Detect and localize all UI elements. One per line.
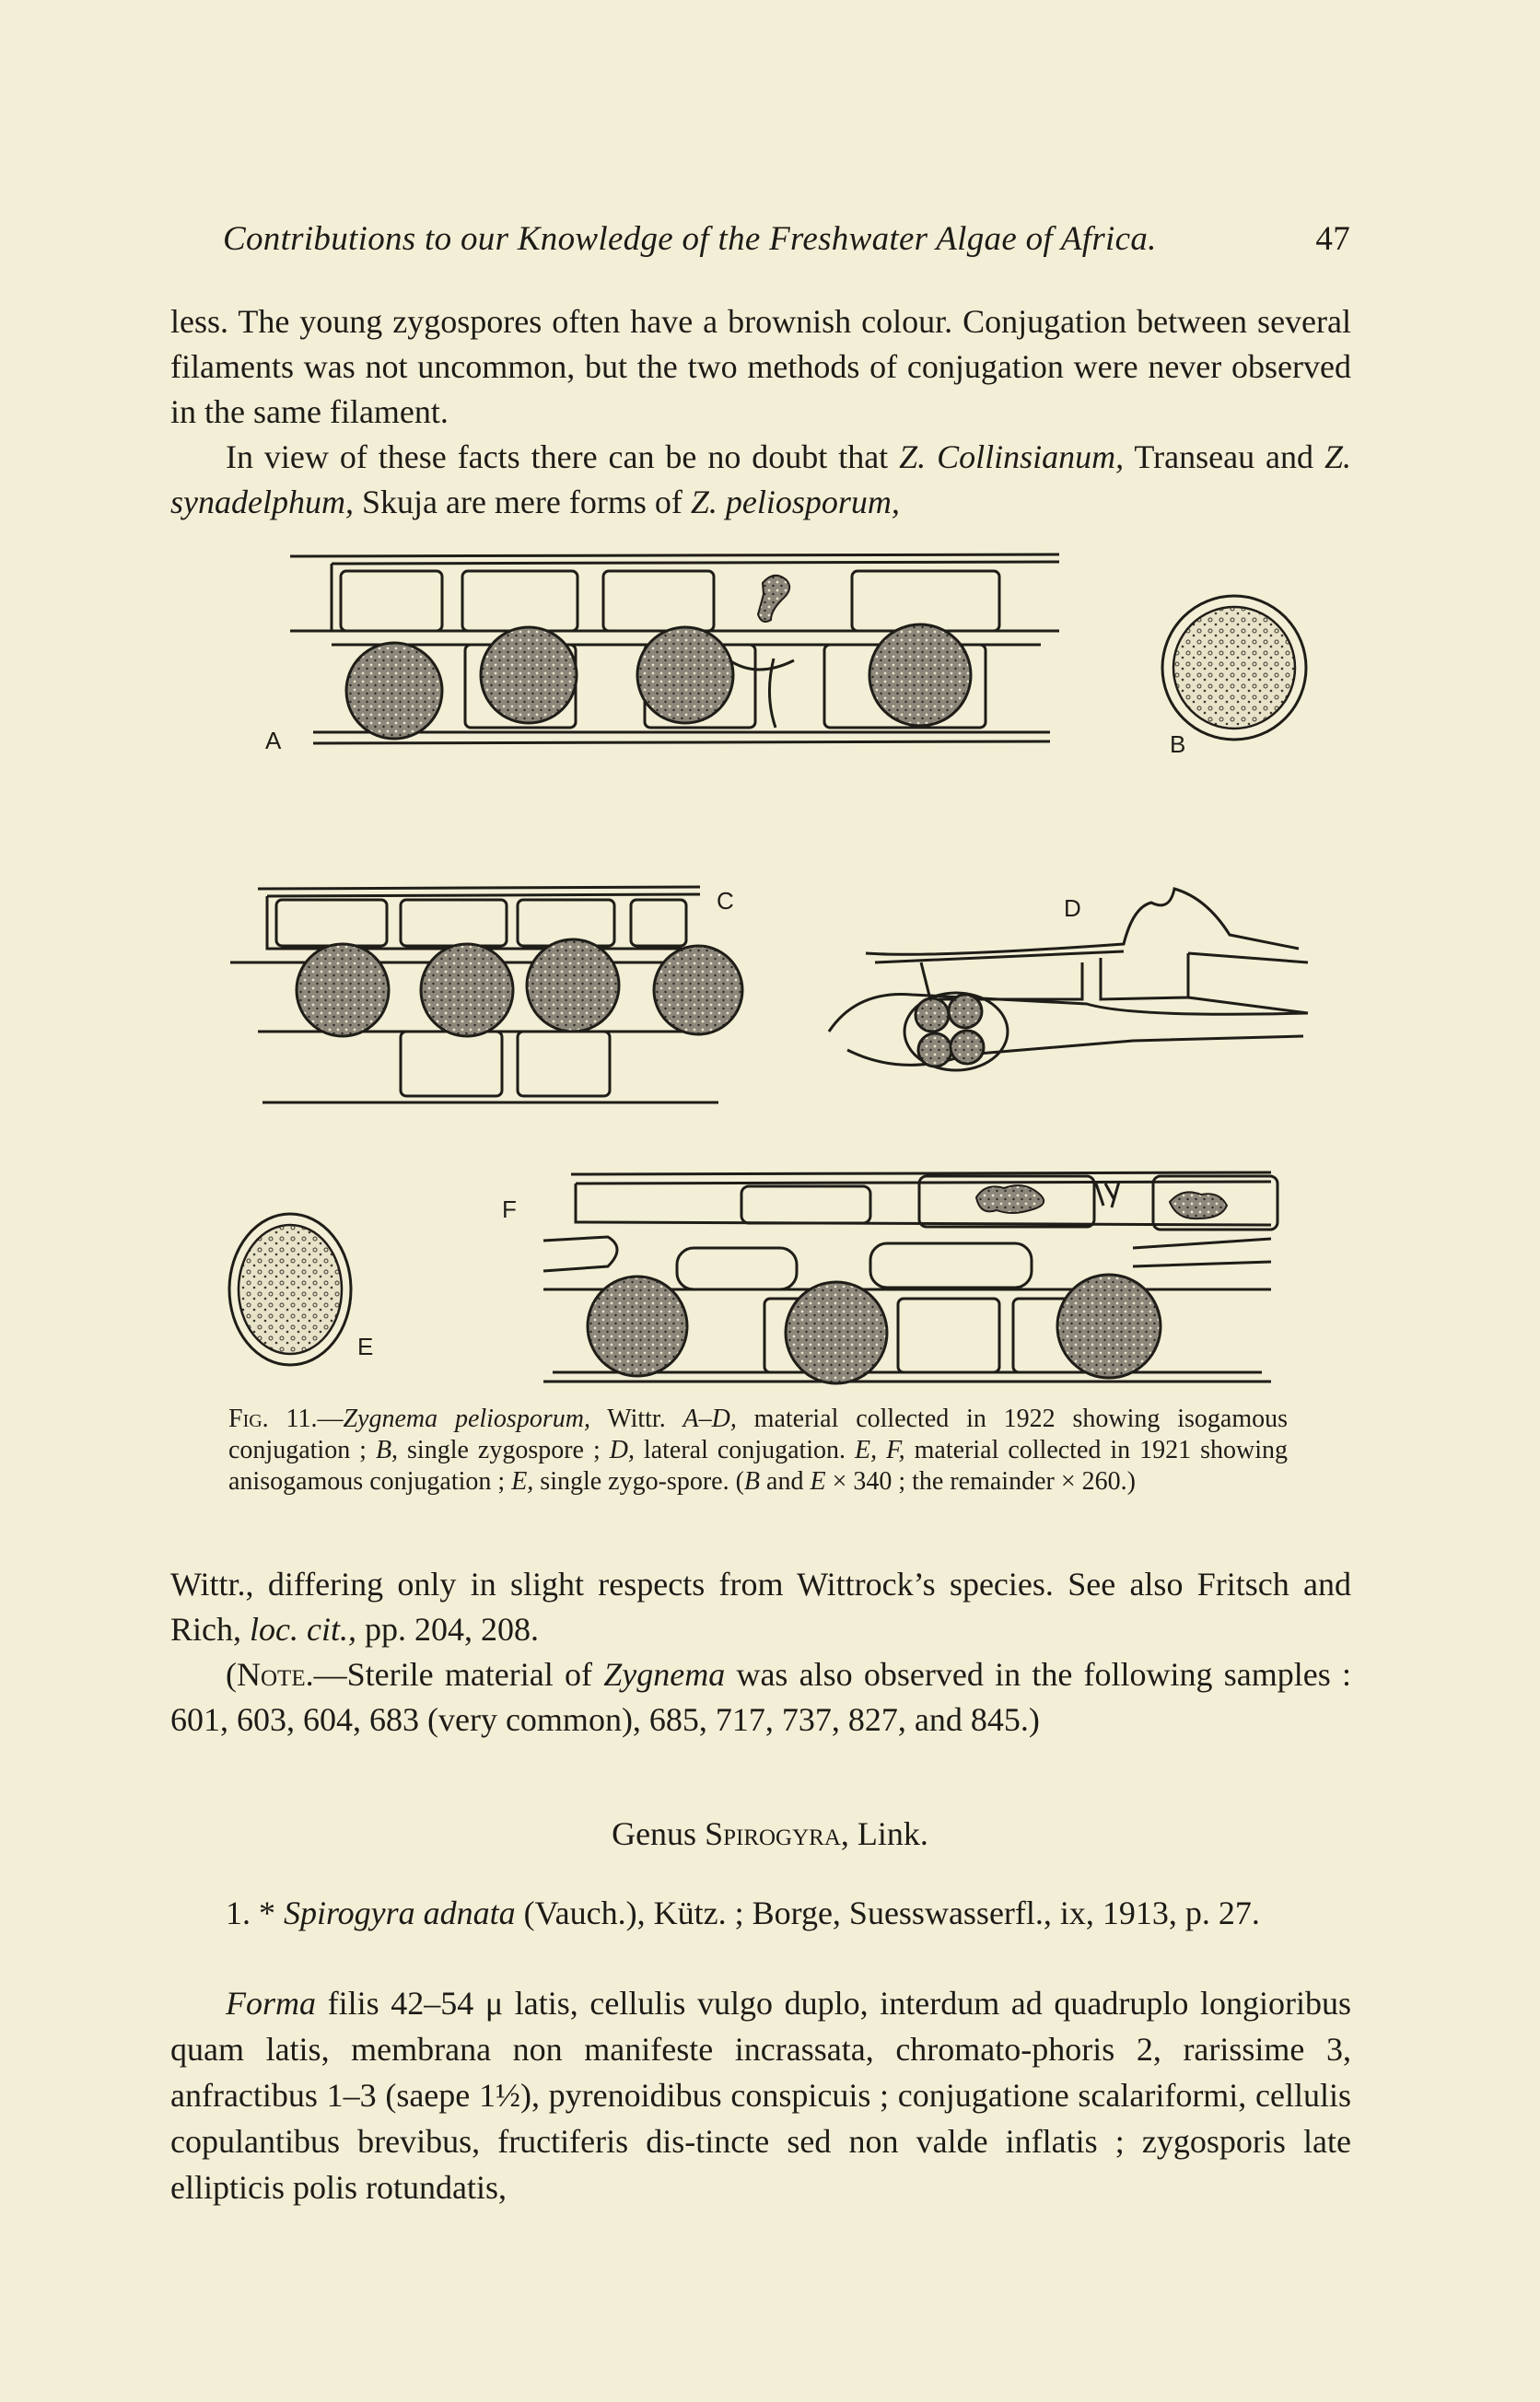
- genus-heading: Genus Spirogyra, Link.: [612, 1815, 928, 1852]
- paragraph-1: less. The young zygospores often have a brownish colour. Conjugation between several filaments was not uncommon, but the two methods of conjugation were never observed in the same filament.: [170, 303, 1351, 430]
- page-number: 47: [1315, 220, 1350, 258]
- paragraph-2: In view of these facts there can be no doubt that Z. Collinsianum, Transeau and Z. synadelphum, Skuja are mere forms of Z. peliosporum,: [170, 438, 1351, 520]
- figure-drawing: [212, 539, 1336, 1395]
- label-c: C: [717, 887, 734, 915]
- label-f: F: [502, 1195, 517, 1223]
- label-d: D: [1064, 894, 1081, 922]
- latin-description: Forma filis 42–54 μ latis, cellulis vulgo duplo, interdum ad quadruplo longioribus quam latis, membrana non manifeste incrassata, chromato-phoris 2, rarissime 3, anfractibus 1–3 (saepe 1½), pyrenoidibus conspicuis ; conjugatione scalariformi, cellulis copulantibus brevibus, fructiferis dis-tincte sed non valde inflatis ; zygosporis late ellipticis polis rotundatis,: [170, 1985, 1351, 2206]
- paragraph-3: Wittr., differing only in slight respects from Wittrock’s species. See also Fritsch and Rich, loc. cit., pp. 204, 208.: [170, 1566, 1351, 1648]
- species-entry-1: 1. * Spirogyra adnata (Vauch.), Kütz. ; Borge, Suesswasserfl., ix, 1913, p. 27.: [226, 1895, 1260, 1931]
- panel-e: [229, 1214, 373, 1365]
- label-a: A: [265, 727, 282, 754]
- panel-b: [1162, 596, 1306, 758]
- figure-caption: Fig. 11.—Zygnema peliosporum, Wittr. A–D, material collected in 1922 showing isogamous conjugation ; B, single zygospore ; D, lateral conjugation. E, F, material collected in 1921 showing anisogamous conjugation ; E, single zygo-spore. (B and E × 340 ; the remainder × 260.): [228, 1405, 1289, 1496]
- figure-11: [212, 539, 1336, 1395]
- panel-c: [230, 887, 742, 1102]
- running-header: [223, 219, 1350, 259]
- panel-a: [265, 554, 1059, 754]
- note-paragraph: (Note.—Sterile material of Zygnema was also observed in the following samples : 601, 603, 604, 683 (very common), 685, 717, 737, 827, and 845.): [170, 1656, 1351, 1738]
- panel-f: [502, 1172, 1278, 1383]
- label-b: B: [1170, 730, 1186, 758]
- label-e: E: [357, 1333, 374, 1360]
- running-title: Contributions to our Knowledge of the Freshwater Algae of Africa.: [223, 220, 1157, 258]
- panel-d: [829, 889, 1308, 1070]
